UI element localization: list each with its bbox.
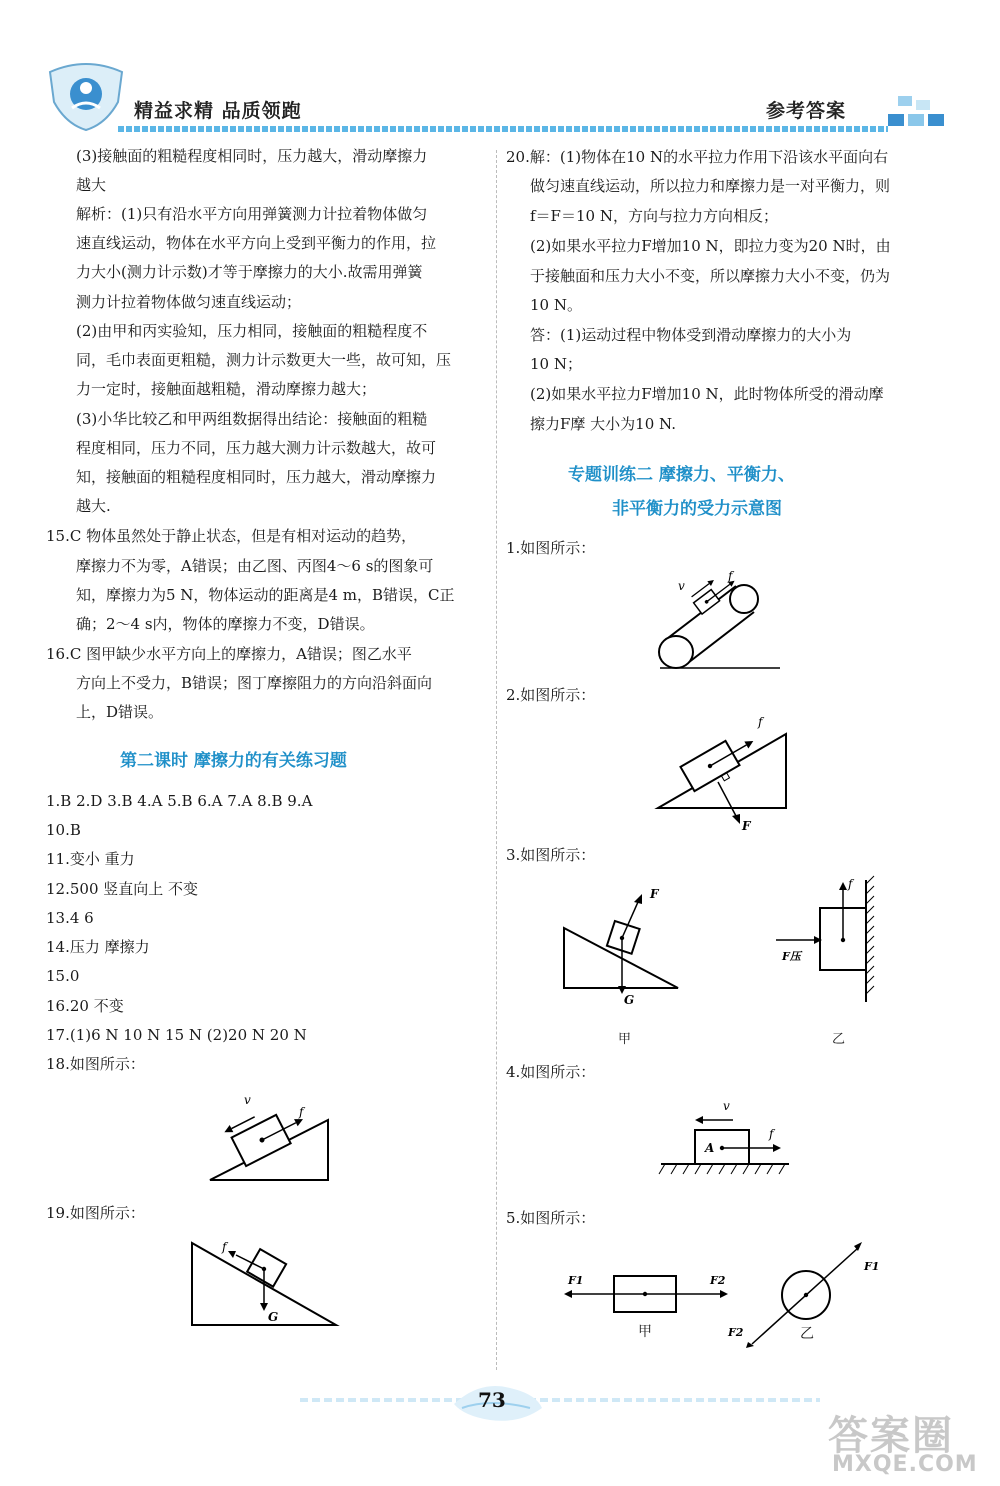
label-A: A — [705, 1141, 715, 1155]
header-section-title: 参考答案 — [766, 100, 847, 122]
column-divider — [496, 150, 497, 1370]
answer-line: 19.如图所示： — [46, 1204, 145, 1222]
left-text-line: 测力计拉着物体做匀速直线运动； — [76, 293, 302, 311]
topic-title-line-1: 专题训练二 摩擦力、平衡力、 — [568, 465, 795, 485]
figure-3-jia — [560, 880, 685, 1005]
label-f: f — [769, 1127, 774, 1141]
left-text-line: 方向上不受力，B错误；图丁摩擦阻力的方向沿斜面向 — [76, 674, 433, 692]
figure-2-incline — [652, 712, 792, 837]
label-F1: F1 — [568, 1274, 584, 1287]
left-text-line: 同，毛巾表面更粗糙，测力计示数更大一些，故可知，压 — [76, 351, 452, 369]
answer-line: 13.4 6 — [46, 909, 94, 927]
question-label: 3.如图所示： — [506, 846, 596, 864]
label-F1: F1 — [864, 1260, 880, 1273]
figure-caption-jia: 甲 — [638, 1324, 652, 1340]
answer-line: 14.压力 摩擦力 — [46, 938, 150, 956]
right-text-line: (2)如果水平拉力F增加10 N，此时物体所受的滑动摩 — [530, 385, 884, 403]
left-text-line: 确；2～4 s内，物体的摩擦力不变，D错误。 — [76, 615, 375, 633]
label-F-press: F压 — [782, 950, 801, 963]
right-text-line: (2)如果水平拉力F增加10 N，即拉力变为20 N时，由 — [530, 237, 891, 255]
label-F2: F2 — [728, 1326, 744, 1339]
label-v: v — [723, 1099, 730, 1113]
watermark-logo: 答案圈 — [828, 1413, 954, 1459]
figure-4-block — [655, 1094, 795, 1180]
header-slogan: 精益求精 品质领跑 — [134, 100, 302, 122]
left-text-line: 力一定时，接触面越粗糙，滑动摩擦力越大； — [76, 380, 377, 398]
footer-rule — [300, 1398, 820, 1402]
left-text-line: 越大. — [76, 497, 111, 515]
answer-line: 1.B 2.D 3.B 4.A 5.B 6.A 7.A 8.B 9.A — [46, 792, 313, 810]
label-G: G — [268, 1310, 279, 1324]
right-text-line: 20.解：(1)物体在10 N的水平拉力作用下沿该水平面向右 — [506, 148, 889, 166]
question-label: 4.如图所示： — [506, 1063, 596, 1081]
left-text-line: 15.C 物体虽然处于静止状态，但是有相对运动的趋势， — [46, 527, 417, 545]
right-text-line: 于接触面和压力大小不变，所以摩擦力大小不变，仍为 — [530, 267, 891, 285]
left-text-line: (3)接触面的粗糙程度相同时，压力越大，滑动摩擦力 — [76, 147, 428, 165]
answer-line: 18.如图所示： — [46, 1055, 145, 1073]
left-text-line: 速直线运动，物体在水平方向上受到平衡力的作用，拉 — [76, 234, 437, 252]
question-label: 1.如图所示： — [506, 539, 596, 557]
right-text-line: 10 N。 — [530, 296, 582, 314]
question-label: 5.如图所示： — [506, 1209, 596, 1227]
question-label: 2.如图所示： — [506, 686, 596, 704]
left-text-line: 摩擦力不为零，A错误；由乙图、丙图4～6 s的图象可 — [76, 557, 434, 575]
figure-18-incline — [200, 1090, 340, 1186]
answer-line: 17.(1)6 N 10 N 15 N (2)20 N 20 N — [46, 1026, 307, 1044]
left-text-line: 越大 — [76, 176, 107, 194]
label-f: f — [728, 569, 733, 583]
page-number: 73 — [478, 1388, 506, 1412]
answer-line: 16.20 不变 — [46, 997, 124, 1015]
right-text-line: 答：(1)运动过程中物体受到滑动摩擦力的大小为 — [530, 326, 852, 344]
answer-line: 12.500 竖直向上 不变 — [46, 880, 199, 898]
topic-title-line-2: 非平衡力的受力示意图 — [612, 499, 782, 519]
label-f: f — [848, 877, 853, 891]
label-f: f — [222, 1240, 227, 1254]
answer-line: 11.变小 重力 — [46, 850, 135, 868]
left-text-line: 程度相同，压力不同，压力越大测力计示数越大，故可 — [76, 439, 437, 457]
left-text-line: 16.C 图甲缺少水平方向上的摩擦力，A错误；图乙水平 — [46, 645, 412, 663]
left-text-line: 知，摩擦力为5 N，物体运动的距离是4 m，B错误，C正 — [76, 586, 455, 604]
figure-19-incline — [180, 1235, 345, 1335]
label-f: f — [299, 1105, 304, 1119]
answer-line: 10.B — [46, 821, 81, 839]
lesson-title: 第二课时 摩擦力的有关练习题 — [120, 751, 347, 771]
shield-logo-icon — [44, 62, 128, 132]
left-text-line: 上，D错误。 — [76, 703, 164, 721]
label-v: v — [244, 1093, 251, 1107]
figure-caption-yi: 乙 — [800, 1326, 814, 1342]
left-text-line: 知，接触面的粗糙程度相同时，压力越大，滑动摩擦力 — [76, 468, 437, 486]
watermark-url: MXQE.COM — [832, 1452, 978, 1477]
left-text-line: (3)小华比较乙和甲两组数据得出结论：接触面的粗糙 — [76, 410, 428, 428]
header-pattern — [888, 92, 952, 132]
label-F2: F2 — [710, 1274, 726, 1287]
figure-caption-yi: 乙 — [832, 1032, 846, 1047]
right-text-line: 做匀速直线运动，所以拉力和摩擦力是一对平衡力，则 — [530, 177, 891, 195]
figure-1-conveyor — [650, 568, 785, 673]
right-text-line: 擦力F摩 大小为10 N. — [530, 415, 676, 433]
label-f: f — [758, 715, 763, 729]
right-text-line: 10 N； — [530, 355, 582, 373]
label-F: F — [742, 819, 751, 833]
figure-caption-jia: 甲 — [618, 1032, 632, 1047]
label-v: v — [678, 579, 685, 593]
answer-line: 15.0 — [46, 967, 80, 985]
left-text-line: (2)由甲和丙实验知，压力相同，接触面的粗糙程度不 — [76, 322, 428, 340]
left-text-line: 解析：(1)只有沿水平方向用弹簧测力计拉着物体做匀 — [76, 205, 428, 223]
left-text-line: 力大小(测力计示数)才等于摩擦力的大小.故需用弹簧 — [76, 263, 423, 281]
header-rule — [118, 126, 888, 132]
right-text-line: f＝F＝10 N，方向与拉力方向相反； — [530, 207, 778, 225]
label-F: F — [650, 887, 659, 901]
label-G: G — [624, 993, 635, 1005]
figure-3-yi — [770, 872, 880, 1007]
